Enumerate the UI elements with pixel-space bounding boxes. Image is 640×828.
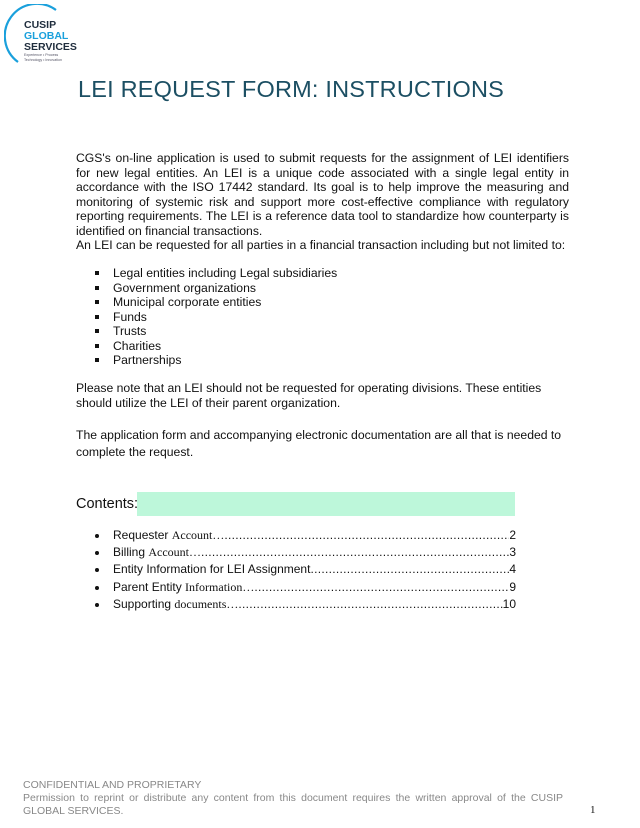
toc-page-number: 4 — [509, 562, 516, 577]
list-item-text: Legal entities including Legal subsidiaries — [113, 266, 338, 280]
toc-entry-label: Entity Information for LEI Assignment — [113, 562, 311, 577]
square-bullet-icon — [95, 329, 99, 333]
list-item-text: Municipal corporate entities — [113, 295, 262, 309]
list-item-text: Trusts — [113, 324, 147, 338]
toc-page-number: 2 — [509, 528, 516, 542]
square-bullet-icon — [95, 300, 99, 304]
contents-heading: Contents: — [76, 496, 139, 512]
table-of-contents — [94, 527, 516, 613]
toc-leader — [238, 596, 502, 613]
operating-divisions-note: Please note that an LEI should not be requested for operating divisions. These entities should utilize the LEI of their parent organization. — [76, 381, 542, 410]
logo-wordmark — [24, 20, 77, 53]
list-item — [93, 324, 337, 339]
square-bullet-icon — [95, 286, 99, 290]
page-title: LEI REQUEST FORM: INSTRUCTIONS — [78, 76, 504, 102]
eligible-list — [93, 266, 337, 368]
toc-entry-label: Billing Account… — [113, 545, 202, 560]
toc-leader — [224, 527, 509, 544]
cgs-logo — [4, 4, 84, 64]
completion-note: The application form and accompanying electronic documentation are all that is needed to complete the request. — [76, 428, 562, 459]
toc-entry-label: Supporting documents… — [113, 596, 239, 611]
list-item-text: Partnerships — [113, 353, 182, 367]
toc-entry-billing-account[interactable] — [94, 544, 516, 561]
toc-entry-parent-entity[interactable] — [94, 579, 516, 596]
footer-permission: Permission to reprint or distribute any content from this document requires the written approval of the CUSIP GLOBAL SERVICES. — [23, 792, 563, 817]
list-item-text: Charities — [113, 338, 162, 353]
toc-entry-label: Parent Entity Information… — [113, 579, 255, 594]
page-number: 1 — [590, 804, 596, 816]
toc-entry-label: Requester Account… — [113, 528, 225, 542]
square-bullet-icon — [95, 271, 99, 275]
toc-entry-supporting-documents[interactable] — [94, 596, 516, 613]
list-item — [93, 310, 337, 325]
square-bullet-icon — [95, 315, 99, 319]
logo-line-services: SERVICES — [24, 41, 77, 53]
logo-line-global: GLOBAL — [24, 30, 69, 42]
logo-tagline-2: Technology • Innovation — [24, 57, 63, 62]
toc-page-number: 3 — [509, 545, 516, 560]
eligible-intro: An LEI can be requested for all parties in a financial transaction including but not limited to: — [76, 238, 566, 252]
toc-entry-requester-account[interactable] — [94, 527, 516, 544]
logo-tagline — [24, 53, 84, 62]
round-bullet-icon — [95, 586, 99, 590]
square-bullet-icon — [95, 358, 99, 362]
list-item-text: Funds — [113, 309, 147, 324]
toc-leader — [201, 544, 509, 561]
toc-leader — [254, 579, 509, 596]
round-bullet-icon — [95, 534, 99, 538]
toc-page-number: 10 — [502, 596, 516, 611]
list-item — [93, 353, 337, 368]
logo-tagline-1: Experience • Process — [24, 53, 59, 57]
round-bullet-icon — [95, 568, 99, 572]
contents-highlight-bar — [137, 492, 515, 516]
list-item-text: Government organizations — [113, 280, 256, 295]
square-bullet-icon — [95, 344, 99, 348]
intro-paragraph: CGS's on-line application is used to submit requests for the assignment of LEI identifiers for new legal entities. An LEI is a unique code associated with a single legal entity in accordance with the ISO 17442 standard. Its goal is to help improve the measuring and monitoring of systemic risk and support more cost-effective compliance with regulatory reporting requirements. The LEI is a reference data tool to standardize how counterparty is identified on financial transactions. — [76, 151, 569, 238]
toc-entry-entity-information[interactable] — [94, 561, 516, 578]
list-item — [93, 266, 337, 281]
list-item — [93, 295, 337, 310]
list-item — [93, 339, 337, 354]
round-bullet-icon — [95, 551, 99, 555]
footer-confidential: CONFIDENTIAL AND PROPRIETARY — [23, 779, 202, 791]
list-item — [93, 281, 337, 296]
toc-leader — [310, 561, 509, 578]
logo-line-cusip: CUSIP — [24, 19, 57, 31]
toc-page-number: 9 — [509, 579, 516, 594]
round-bullet-icon — [95, 603, 99, 607]
